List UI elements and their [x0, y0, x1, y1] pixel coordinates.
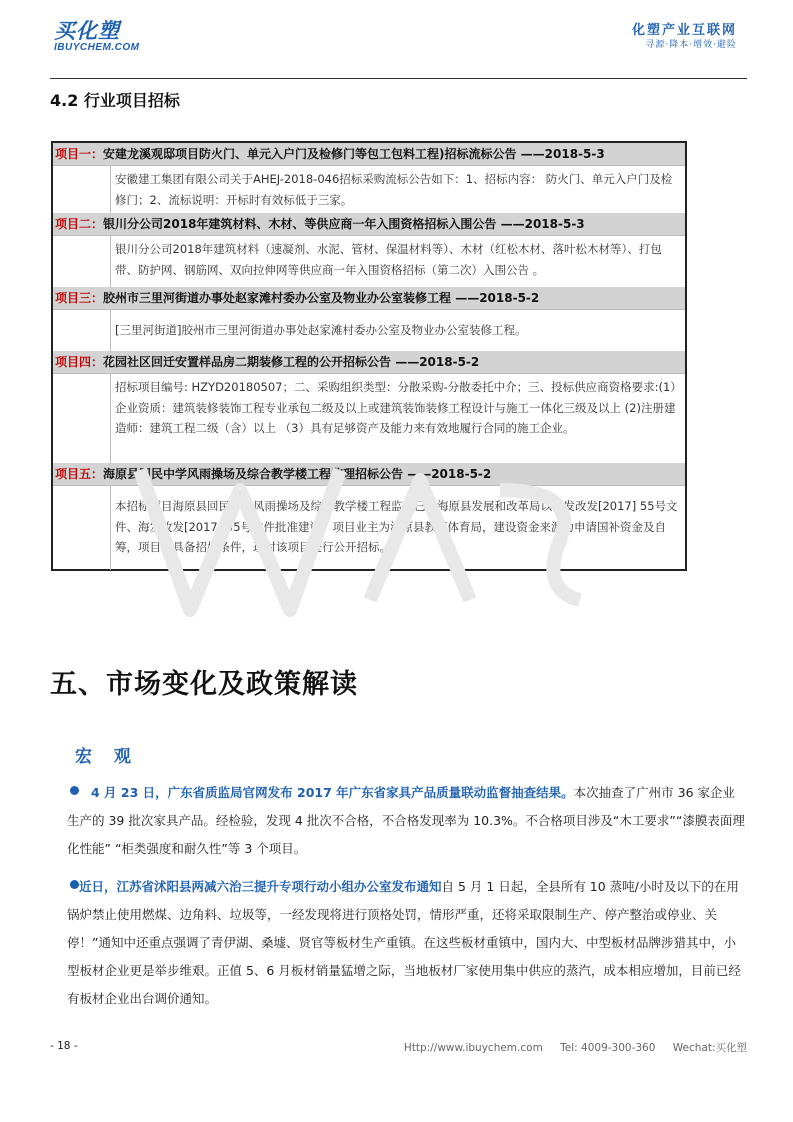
project-title: 海原县回民中学风雨操场及综合教学楼工程监理招标公告 ——2018-5-2: [103, 467, 492, 481]
tagline-main: 化塑产业互联网: [631, 23, 737, 38]
footer-contact: [390, 1040, 747, 1055]
header-tagline: [632, 22, 737, 52]
footer-url[interactable]: Http://www.ibuychem.com: [403, 1042, 543, 1054]
footer-tel: Tel: 4009-300-360: [560, 1042, 656, 1054]
project-description: [三里河街道]胶州市三里河街道办事处赵家滩村委办公室及物业办公室装修工程。: [115, 323, 527, 337]
project-tag: 项目五：: [55, 467, 104, 481]
footer-wechat: Wechat:买化塑: [672, 1042, 747, 1054]
news-item: [67, 873, 747, 1013]
tagline-sub: 寻源·降本·增效·避险: [645, 40, 737, 50]
project-header: [53, 213, 685, 235]
project-tag: 项目二：: [55, 217, 104, 231]
project-description: 银川分公司2018年建筑材料（速凝剂、水泥、管材、保温材料等）、木材（红松木材、落叶松木材等）、打包带、防护网、钢筋网、双向拉伸网等供应商一年入围资格招标（第二次）入围公告 。: [115, 242, 662, 277]
project-tag: 项目三：: [55, 291, 104, 305]
project-title: 银川分公司2018年建筑材料、木材、等供应商一年入围资格招标入围公告 ——2018-5-3: [103, 217, 585, 231]
brand-logo: [54, 20, 139, 54]
project-description: 招标项目编号: HZYD20180507；二、采购组织类型：分散采购-分散委托中介；三、投标供应商资格要求:(1）企业资质：建筑装修装饰工程专业承包二级及以上或建筑装饰装修工程设计与施工一体化三级及以上 (2)注册建造师：建筑工程二级（含）以上 （3）具有足够资产及能力来有效地履行合同的施工企业。: [115, 380, 677, 435]
logo-chinese: 买化塑: [54, 18, 120, 43]
subsection-title: 宏 观: [75, 747, 139, 767]
project-header: [53, 143, 685, 165]
header-divider: [50, 78, 747, 79]
project-description: 本招标项目海原县回民中学风雨操场及综合教学楼工程监理已由海原县发展和改革局以海发改发[2017] 55号文件、海发改发[2017] 55号文件批准建设，项目业主为海原县教育体育局，建设资金来源为申请国补资金及自筹，项目已具备招标条件，现对该项目进行公开招标。: [115, 499, 678, 554]
project-body: [53, 165, 685, 214]
project-title: 花园社区回迁安置样品房二期装修工程的公开招标公告 ——2018-5-2: [103, 355, 480, 369]
project-tag: 项目一：: [55, 147, 104, 161]
page-number: - 18 -: [50, 1040, 78, 1052]
page-header: [0, 0, 793, 80]
news-lead: 4 月 23 日，广东省质监局官网发布 2017 年广东省家具产品质量联动监督抽查结果。: [91, 785, 574, 800]
logo-english: IBUYCHEM.COM: [54, 42, 140, 53]
project-title: 安建龙溪观邸项目防火门、单元入户门及检修门等包工包料工程)招标流标公告 ——2018-5-3: [103, 147, 605, 161]
news-item: [67, 779, 747, 863]
news-text: 本次抽查了广州市 36 家企业生产的 39 批次家具产品。经检验，发现 4 批次不合格，不合格发现率为 10.3%。不合格项目涉及“木工要求”“漆膜表面理化性能” “柜类强度和耐久性”等 3 个项目。: [67, 785, 745, 856]
news-text: 自 5 月 1 日起，全县所有 10 蒸吨/小时及以下的在用锅炉禁止使用燃煤、边角料、垃圾等，一经发现将进行顶格处罚，情形严重，还将采取限制生产、停产整治或停业、关停！”通知中还重点强调了青伊湖、桑墟、贤官等板材生产重镇。在这些板材重镇中，国内大、中型板材品牌涉猎其中，小型板材企业更是举步维艰。正值 5、6 月板材销量猛增之际，当地板材厂家使用集中供应的蒸汽，成本相应增加，目前已经有板材企业出台调价通知。: [67, 879, 741, 1006]
watermark-icon: [120, 450, 600, 630]
project-body: [53, 309, 685, 352]
project-body: [53, 235, 685, 288]
project-header: [53, 287, 685, 309]
page-footer: [50, 1040, 747, 1056]
section-title: 4.2 行业项目招标: [50, 91, 180, 110]
chapter-title: 五、市场变化及政策解读: [50, 669, 358, 700]
project-header: [53, 351, 685, 373]
project-title: 胶州市三里河街道办事处赵家滩村委办公室及物业办公室装修工程 ——2018-5-2: [103, 291, 540, 305]
project-description: 安徽建工集团有限公司关于AHEJ-2018-046招标采购流标公告如下：1、招标内容： 防火门、单元入户门及检修门；2、流标说明：开标时有效标低于三家。: [115, 172, 673, 207]
news-lead: 近日，江苏省沭阳县两减六治三提升专项行动小组办公室发布通知: [79, 879, 442, 894]
project-tag: 项目四：: [55, 355, 104, 369]
